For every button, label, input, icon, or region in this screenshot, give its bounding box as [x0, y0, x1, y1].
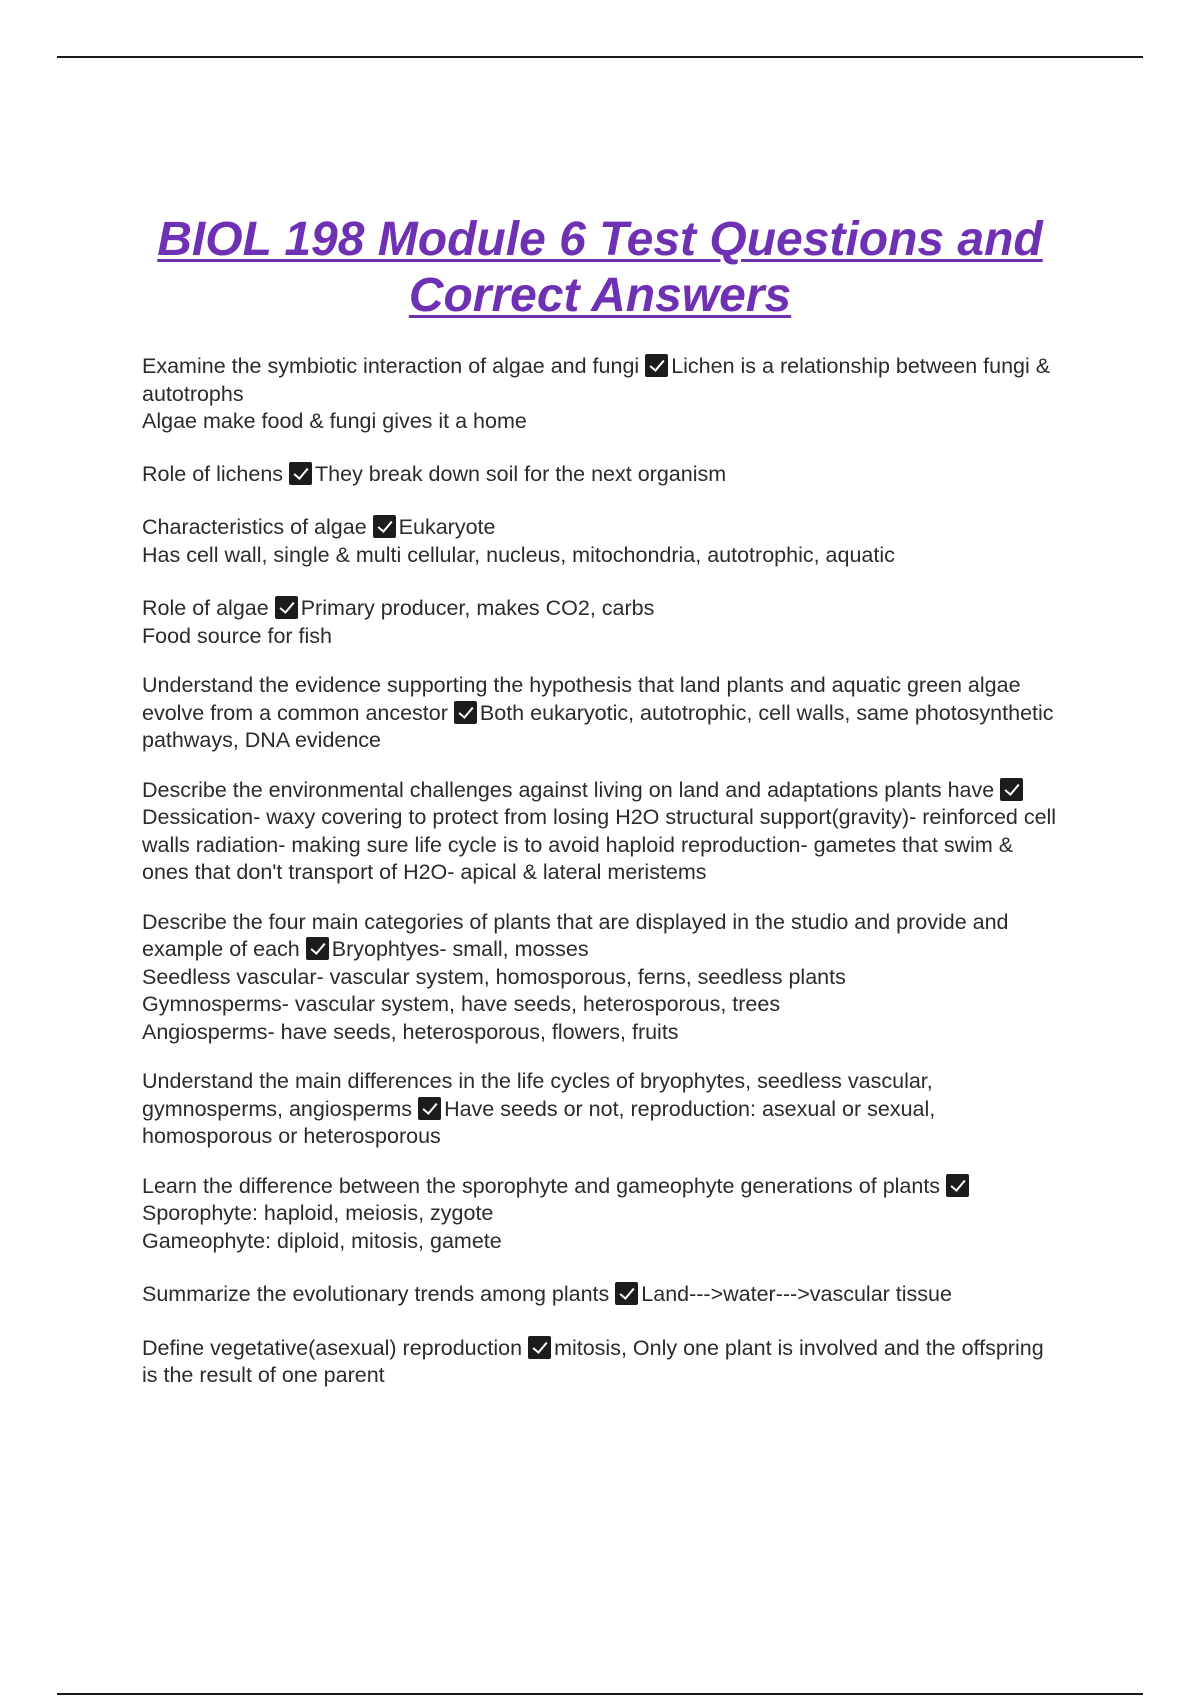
answer-text: Primary producer, makes CO2, carbs Food source for fish: [142, 596, 655, 648]
question-text: Define vegetative(asexual) reproduction: [142, 1335, 523, 1360]
qa-item: [142, 1281, 1062, 1309]
qa-item: [142, 461, 1062, 489]
question-text: Describe the four main categories of plants that are displayed in the studio and provide and example of each: [142, 909, 1009, 961]
checkmark-box-icon: [373, 515, 396, 538]
qa-item: [142, 1068, 1062, 1151]
answer-text: Sporophyte: haploid, meiosis, zygote Gameophyte: diploid, mitosis, gamete: [142, 1201, 502, 1253]
checkmark-box-icon: [289, 462, 312, 485]
qa-item: [142, 672, 1062, 755]
qa-item: [142, 353, 1062, 436]
qa-list: [142, 353, 1062, 1390]
qa-item: [142, 514, 1062, 569]
question-text: Characteristics of algae: [142, 515, 367, 539]
checkmark-box-icon: [306, 937, 329, 960]
answer-text: mitosis, Only one plant is involved and the offspring is the result of one parent: [142, 1335, 1044, 1387]
question-text: Summarize the evolutionary trends among plants: [142, 1282, 610, 1306]
answer-text: Lichen is a relationship between fungi & autotrophs Algae make food & fungi gives it a home: [142, 354, 1051, 433]
checkmark-box-icon: [418, 1097, 441, 1120]
qa-item: [142, 595, 1062, 650]
qa-item: [142, 1335, 1062, 1390]
checkmark-box-icon: [275, 596, 298, 619]
page-title: BIOL 198 Module 6 Test Questions and Correct Answers: [157, 213, 1043, 322]
question-text: Role of algae: [142, 596, 269, 620]
qa-item: [142, 777, 1062, 887]
checkmark-box-icon: [946, 1174, 969, 1197]
question-text: Examine the symbiotic interaction of algae and fungi: [142, 354, 640, 378]
checkmark-box-icon: [528, 1336, 551, 1359]
answer-text: Dessication- waxy covering to protect from losing H2O structural support(gravity)- reinforced cell walls radiation- making sure life cycle is to avoid haploid reproduction- gametes that swim & ones that don't transport of H2O- apical & lateral meristems: [142, 805, 1057, 884]
answer-text: Have seeds or not, reproduction: asexual or sexual, homosporous or heterosporous: [142, 1096, 936, 1148]
answer-text: Eukaryote Has cell wall, single & multi cellular, nucleus, mitochondria, autotrophic, aquatic: [142, 515, 895, 567]
answer-text: They break down soil for the next organism: [315, 461, 727, 486]
checkmark-box-icon: [645, 354, 668, 377]
bottom-rule: [57, 1693, 1143, 1695]
question-text: Learn the difference between the sporophyte and gameophyte generations of plants: [142, 1173, 941, 1198]
qa-item: [142, 1173, 1062, 1256]
question-text: Role of lichens: [142, 461, 284, 486]
question-text: Understand the evidence supporting the hypothesis that land plants and aquatic green algae evolve from a common ancestor: [142, 673, 1021, 725]
qa-item: [142, 909, 1062, 1047]
question-text: Describe the environmental challenges against living on land and adaptations plants have: [142, 777, 995, 802]
checkmark-box-icon: [454, 701, 477, 724]
checkmark-box-icon: [615, 1282, 638, 1305]
question-text: Understand the main differences in the life cycles of bryophytes, seedless vascular, gymnosperms, angiosperms: [142, 1069, 933, 1121]
checkmark-box-icon: [1000, 778, 1023, 801]
top-rule: [57, 56, 1143, 58]
answer-text: Both eukaryotic, autotrophic, cell walls, same photosynthetic pathways, DNA evidence: [142, 700, 1054, 752]
answer-text: Bryophtyes- small, mosses Seedless vascular- vascular system, homosporous, ferns, seedless plants Gymnosperms- vascular system, have seeds, heterosporous, trees Angiosperms- have seeds, heterosporous, flowers, fruits: [142, 937, 846, 1044]
answer-text: Land--->water--->vascular tissue: [641, 1282, 952, 1306]
